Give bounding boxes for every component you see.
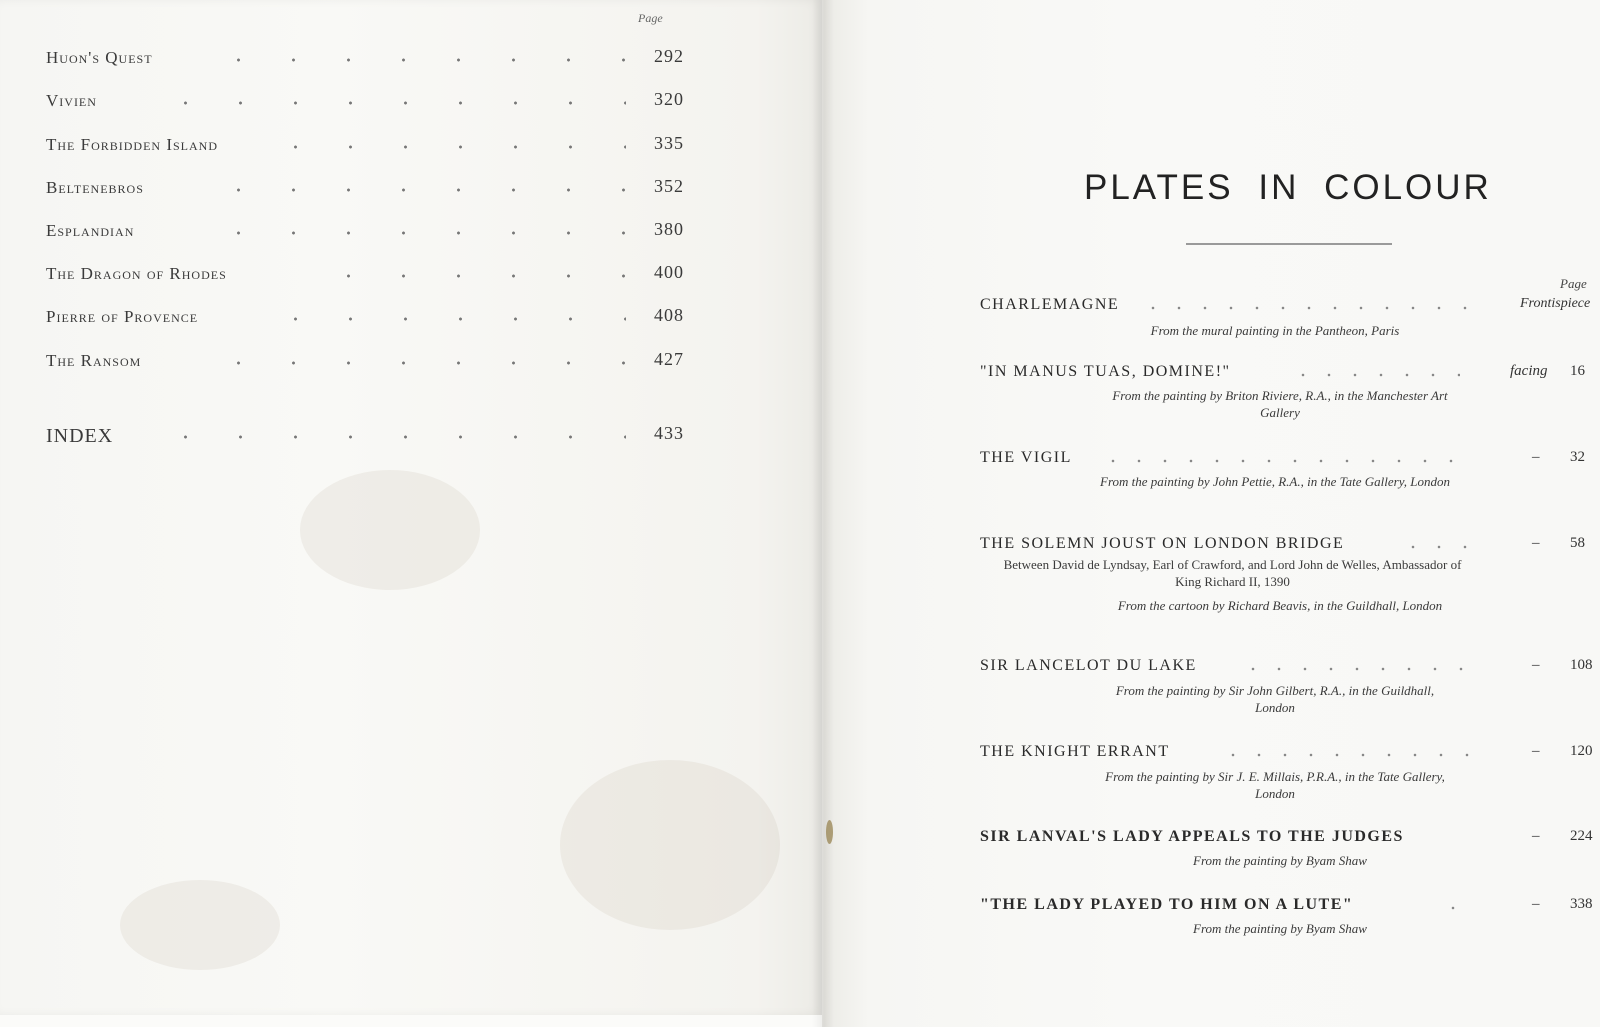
contents-entry — [46, 221, 684, 243]
dot-leader — [211, 361, 626, 365]
plate-page: 58 — [1570, 535, 1585, 551]
dot-leader — [268, 317, 626, 321]
dot-leader — [211, 58, 626, 62]
contents-entry-page: 400 — [654, 262, 684, 282]
plate-page: 338 — [1570, 896, 1593, 912]
plate-title: THE VIGIL — [980, 449, 1072, 466]
plate-page: 120 — [1570, 743, 1593, 759]
dot-leader — [211, 231, 626, 235]
contents-entry-page: 408 — [654, 305, 684, 325]
ditto-dash: – — [1532, 449, 1540, 465]
plate-source: From the painting by Sir J. E. Millais, P.R.A., in the Tate Gallery, London — [1105, 769, 1445, 801]
ditto-dash: – — [1532, 657, 1540, 673]
contents-entry-title: Pierre of Provence — [46, 307, 199, 326]
plate-page: 108 — [1570, 657, 1593, 673]
heading-rule — [1186, 243, 1392, 245]
index-entry — [46, 425, 684, 447]
plate-note: Between David de Lyndsay, Earl of Crawford, and Lord John de Welles, Ambassador of King Richard II, 1390 — [1003, 557, 1462, 589]
contents-entry-page: 335 — [654, 133, 684, 153]
dot-leader — [1140, 306, 1470, 310]
ditto-dash: – — [1532, 896, 1540, 912]
dot-leader — [1290, 373, 1460, 377]
contents-entry-title: The Ransom — [46, 351, 142, 370]
paper-stain — [560, 760, 780, 930]
dot-leader — [1100, 459, 1470, 463]
contents-entry-title: The Forbidden Island — [46, 135, 218, 154]
contents-entry-page: 320 — [654, 89, 684, 109]
plate-title: SIR LANCELOT DU LAKE — [980, 657, 1197, 674]
contents-entry — [46, 135, 684, 157]
plate-page: 224 — [1570, 828, 1593, 844]
plate-title: THE SOLEMN JOUST ON LONDON BRIDGE — [980, 535, 1345, 552]
plate-source: From the painting by Byam Shaw — [1193, 921, 1367, 936]
dot-leader — [268, 145, 626, 149]
contents-entry-page: 427 — [654, 349, 684, 369]
contents-entry-title: The Dragon of Rhodes — [46, 264, 227, 283]
plate-source: From the painting by Byam Shaw — [1193, 853, 1367, 868]
contents-entry-title: Huon's Quest — [46, 48, 153, 67]
contents-entry-title: Esplandian — [46, 221, 135, 240]
contents-entry-page: 380 — [654, 219, 684, 239]
contents-entry-title: Vivien — [46, 91, 97, 110]
dot-leader — [1440, 906, 1470, 910]
plate-source: From the painting by Sir John Gilbert, R.A., in the Guildhall, London — [1115, 683, 1435, 715]
index-entry-title: INDEX — [46, 425, 114, 447]
plate-title: CHARLEMAGNE — [980, 296, 1120, 313]
contents-entry — [46, 178, 684, 200]
plate-title: "THE LADY PLAYED TO HIM ON A LUTE" — [980, 896, 1354, 913]
plate-source: From the mural painting in the Pantheon, Paris — [1150, 323, 1400, 338]
dot-leader — [158, 435, 626, 439]
contents-entry — [46, 91, 684, 113]
paper-stain — [120, 880, 280, 970]
right-page — [822, 0, 1600, 1027]
ditto-dash: – — [1532, 828, 1540, 844]
plate-title: SIR LANVAL'S LADY APPEALS TO THE JUDGES — [980, 828, 1404, 845]
contents-entry — [46, 307, 684, 329]
page-title: PLATES IN COLOUR — [1084, 168, 1492, 207]
ditto-dash: – — [1532, 535, 1540, 551]
dot-leader — [1240, 667, 1470, 671]
page-column-label: Page — [638, 11, 663, 25]
contents-entry-page: 352 — [654, 176, 684, 196]
plate-source: From the painting by Briton Riviere, R.A., in the Manchester Art Gallery — [1112, 388, 1448, 420]
index-entry-page: 433 — [654, 423, 684, 443]
paper-stain — [300, 470, 480, 590]
dot-leader — [211, 188, 626, 192]
book-gutter — [812, 0, 834, 1027]
paper-stain — [826, 820, 833, 844]
plate-source: From the cartoon by Richard Beavis, in the Guildhall, London — [1117, 598, 1443, 613]
contents-entry-title: Beltenebros — [46, 178, 144, 197]
plate-page: 16 — [1570, 363, 1585, 379]
plate-title: "IN MANUS TUAS, DOMINE!" — [980, 363, 1231, 380]
plate-title: THE KNIGHT ERRANT — [980, 743, 1170, 760]
contents-entry — [46, 351, 684, 373]
plate-source: From the painting by John Pettie, R.A., in the Tate Gallery, London — [1100, 474, 1450, 489]
contents-entry — [46, 264, 684, 286]
plate-page: Frontispiece — [1520, 296, 1591, 311]
plate-facing-label: facing — [1510, 363, 1548, 379]
dot-leader — [1400, 545, 1470, 549]
plate-page: 32 — [1570, 449, 1585, 465]
dot-leader — [321, 274, 626, 278]
dot-leader — [158, 101, 626, 105]
ditto-dash: – — [1532, 743, 1540, 759]
contents-entry-page: 292 — [654, 46, 684, 66]
dot-leader — [1220, 753, 1470, 757]
page-column-label: Page — [1560, 276, 1587, 291]
contents-entry — [46, 48, 684, 70]
